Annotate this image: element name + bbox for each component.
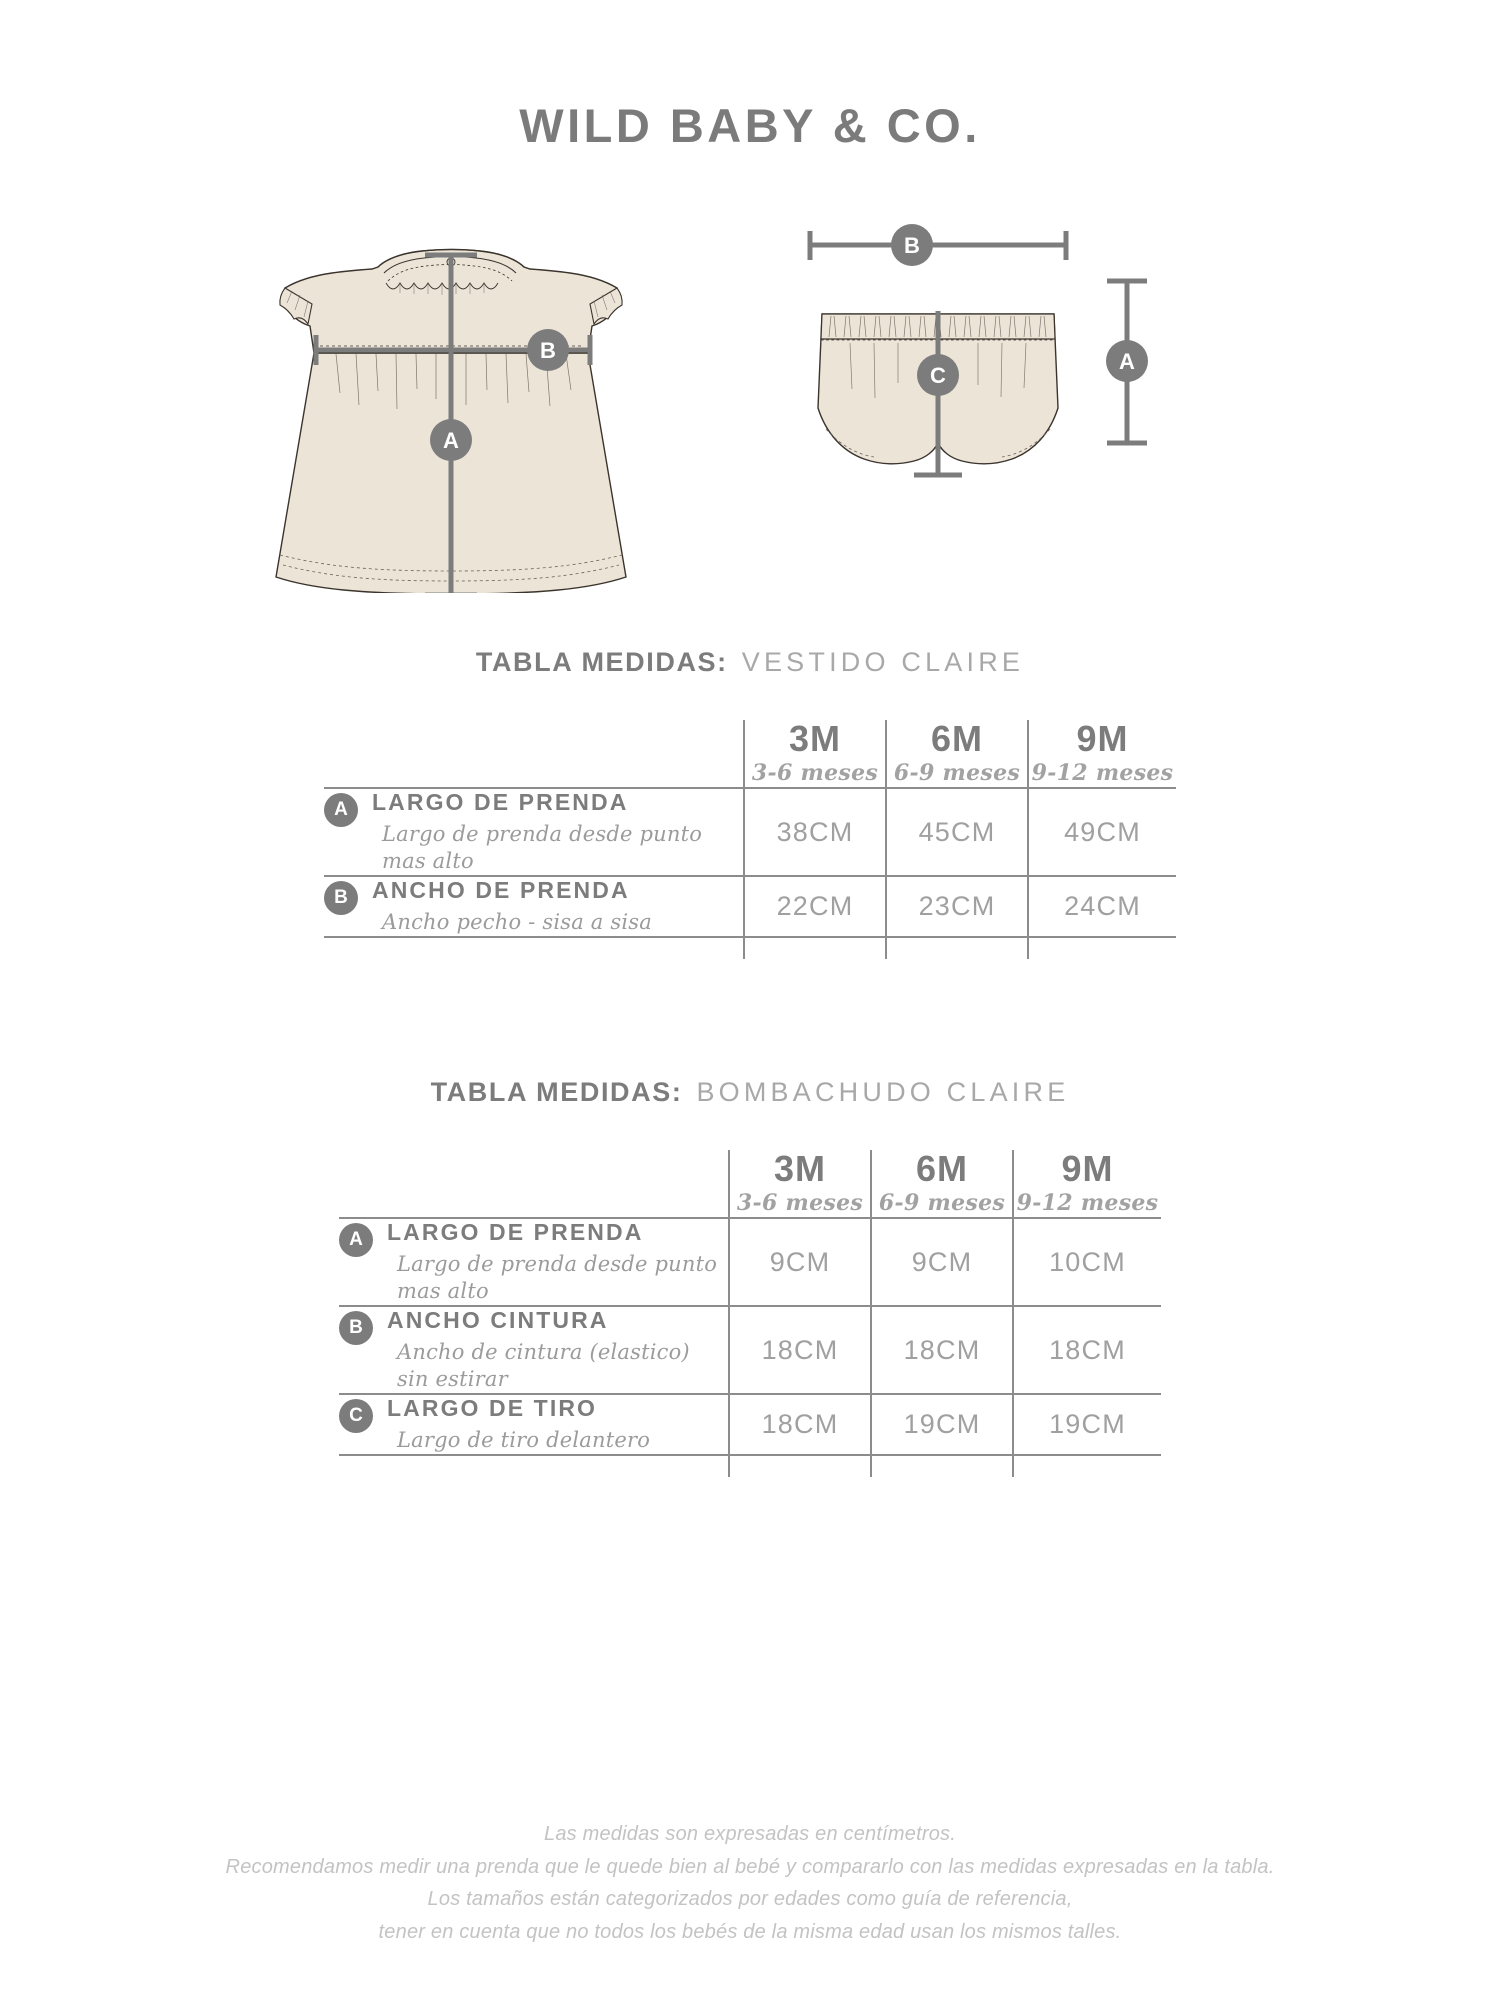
table-header-row (339, 1150, 1161, 1218)
age-label: 9-12 meses (1031, 759, 1174, 786)
value-cell: 19CM (871, 1394, 1013, 1455)
bloomer-badge-b (891, 224, 933, 266)
row-sublabel: Ancho de cintura (elastico) sin estirar (397, 1339, 690, 1392)
bloomer-badge-a (1106, 340, 1148, 382)
row-label: ANCHO CINTURA (387, 1307, 609, 1334)
size-table-vestido (324, 720, 1176, 959)
product-name-2: BOMBACHUDO CLAIRE (696, 1077, 1070, 1108)
header-blank-cell (339, 1150, 729, 1218)
bombachudo-claire-illustration (810, 224, 1148, 475)
row-label-cell (339, 1218, 729, 1306)
bottom-rule-cell (744, 937, 886, 959)
dress-badge-a (430, 419, 472, 461)
row-sublabel: Largo de prenda desde punto mas alto (397, 1251, 718, 1304)
dress-badge-b (527, 329, 569, 371)
svg-text:B: B (904, 233, 920, 258)
value-cell: 10CM (1013, 1218, 1161, 1306)
page-title: WILD BABY & CO. (519, 99, 981, 152)
table-row (339, 1218, 1161, 1306)
row-label: LARGO DE PRENDA (387, 1219, 644, 1246)
value-cell: 18CM (1013, 1306, 1161, 1394)
bottom-rule-label (324, 937, 744, 959)
size-label: 3M (773, 1148, 826, 1190)
row-badge: A (324, 793, 358, 827)
footer-line: Las medidas son expresadas en centímetros. (544, 1823, 956, 1846)
table-row (324, 788, 1176, 876)
header-size-9m (1028, 720, 1176, 788)
row-label-cell (324, 788, 744, 876)
bottom-rule-cell (886, 937, 1028, 959)
svg-text:B: B (540, 338, 556, 363)
size-label: 6M (915, 1148, 968, 1190)
bottom-rule-cell (729, 1455, 871, 1477)
value-cell: 9CM (871, 1218, 1013, 1306)
value-cell: 18CM (729, 1394, 871, 1455)
footer-line: Recomendamos medir una prenda que le quede bien al bebé y compararlo con las medidas expresadas en la tabla. (225, 1855, 1275, 1878)
table-header-row (324, 720, 1176, 788)
value-cell: 38CM (744, 788, 886, 876)
header-size-6m (871, 1150, 1013, 1218)
value-cell: 45CM (886, 788, 1028, 876)
value-cell: 49CM (1028, 788, 1176, 876)
bloomer-badge-c (917, 354, 959, 396)
row-label: LARGO DE TIRO (387, 1395, 598, 1422)
size-label: 9M (1076, 718, 1129, 759)
garment-illustrations (150, 193, 1350, 593)
section-heading-bombachudo (0, 1077, 1500, 1108)
svg-text:A: A (443, 428, 459, 453)
row-badge: B (324, 881, 358, 915)
row-badge: A (339, 1223, 373, 1257)
row-badge: C (339, 1399, 373, 1433)
age-label: 6-9 meses (893, 759, 1021, 786)
svg-text:C: C (930, 363, 946, 388)
age-label: 3-6 meses (751, 759, 879, 786)
footer-notes (0, 1818, 1500, 1948)
tabla-medidas-label-1: TABLA MEDIDAS: (475, 647, 728, 677)
value-cell: 24CM (1028, 876, 1176, 937)
row-sublabel: Ancho pecho - sisa a sisa (382, 909, 652, 934)
row-sublabel: Largo de tiro delantero (397, 1427, 651, 1452)
size-label: 3M (788, 718, 841, 759)
header-blank-cell (324, 720, 744, 788)
bottom-rule-cell (871, 1455, 1013, 1477)
value-cell: 9CM (729, 1218, 871, 1306)
footer-line: tener en cuenta que no todos los bebés de la misma edad usan los mismos talles. (378, 1920, 1122, 1943)
value-cell: 22CM (744, 876, 886, 937)
table-bottom-rule-row (324, 937, 1176, 959)
header-size-3m (729, 1150, 871, 1218)
row-label-cell (339, 1394, 729, 1455)
svg-text:A: A (1119, 349, 1135, 374)
section-heading-vestido (0, 647, 1500, 678)
tabla-medidas-label-2: TABLA MEDIDAS: (430, 1077, 683, 1108)
row-label: LARGO DE PRENDA (372, 789, 629, 816)
row-label: ANCHO DE PRENDA (372, 877, 630, 904)
value-cell: 18CM (729, 1306, 871, 1394)
age-label: 6-9 meses (878, 1189, 1006, 1216)
size-label: 9M (1061, 1148, 1114, 1190)
value-cell: 18CM (871, 1306, 1013, 1394)
bottom-rule-label (339, 1455, 729, 1477)
age-label: 3-6 meses (736, 1189, 864, 1216)
size-table-bombachudo (339, 1150, 1161, 1477)
value-cell: 19CM (1013, 1394, 1161, 1455)
header-size-3m (744, 720, 886, 788)
row-sublabel: Largo de prenda desde punto mas alto (382, 821, 703, 874)
row-label-cell (324, 876, 744, 937)
value-cell: 23CM (886, 876, 1028, 937)
size-label: 6M (930, 718, 983, 759)
illustrations-band (0, 193, 1500, 613)
footer-line: Los tamaños están categorizados por edades como guía de referencia, (427, 1888, 1073, 1911)
table-bottom-rule-row (339, 1455, 1161, 1477)
table-row (339, 1394, 1161, 1455)
row-badge: B (339, 1311, 373, 1345)
bloomer-measure-b (810, 231, 1066, 260)
vestido-claire-illustration (276, 250, 626, 594)
age-label: 9-12 meses (1016, 1189, 1159, 1216)
header-size-9m (1013, 1150, 1161, 1218)
header-size-6m (886, 720, 1028, 788)
row-label-cell (339, 1306, 729, 1394)
table-wrap-bombachudo (0, 1150, 1500, 1477)
table-row (339, 1306, 1161, 1394)
table-row (324, 876, 1176, 937)
bottom-rule-cell (1013, 1455, 1161, 1477)
bottom-rule-cell (1028, 937, 1176, 959)
table-wrap-vestido (0, 720, 1500, 959)
product-name-1: VESTIDO CLAIRE (741, 647, 1025, 677)
